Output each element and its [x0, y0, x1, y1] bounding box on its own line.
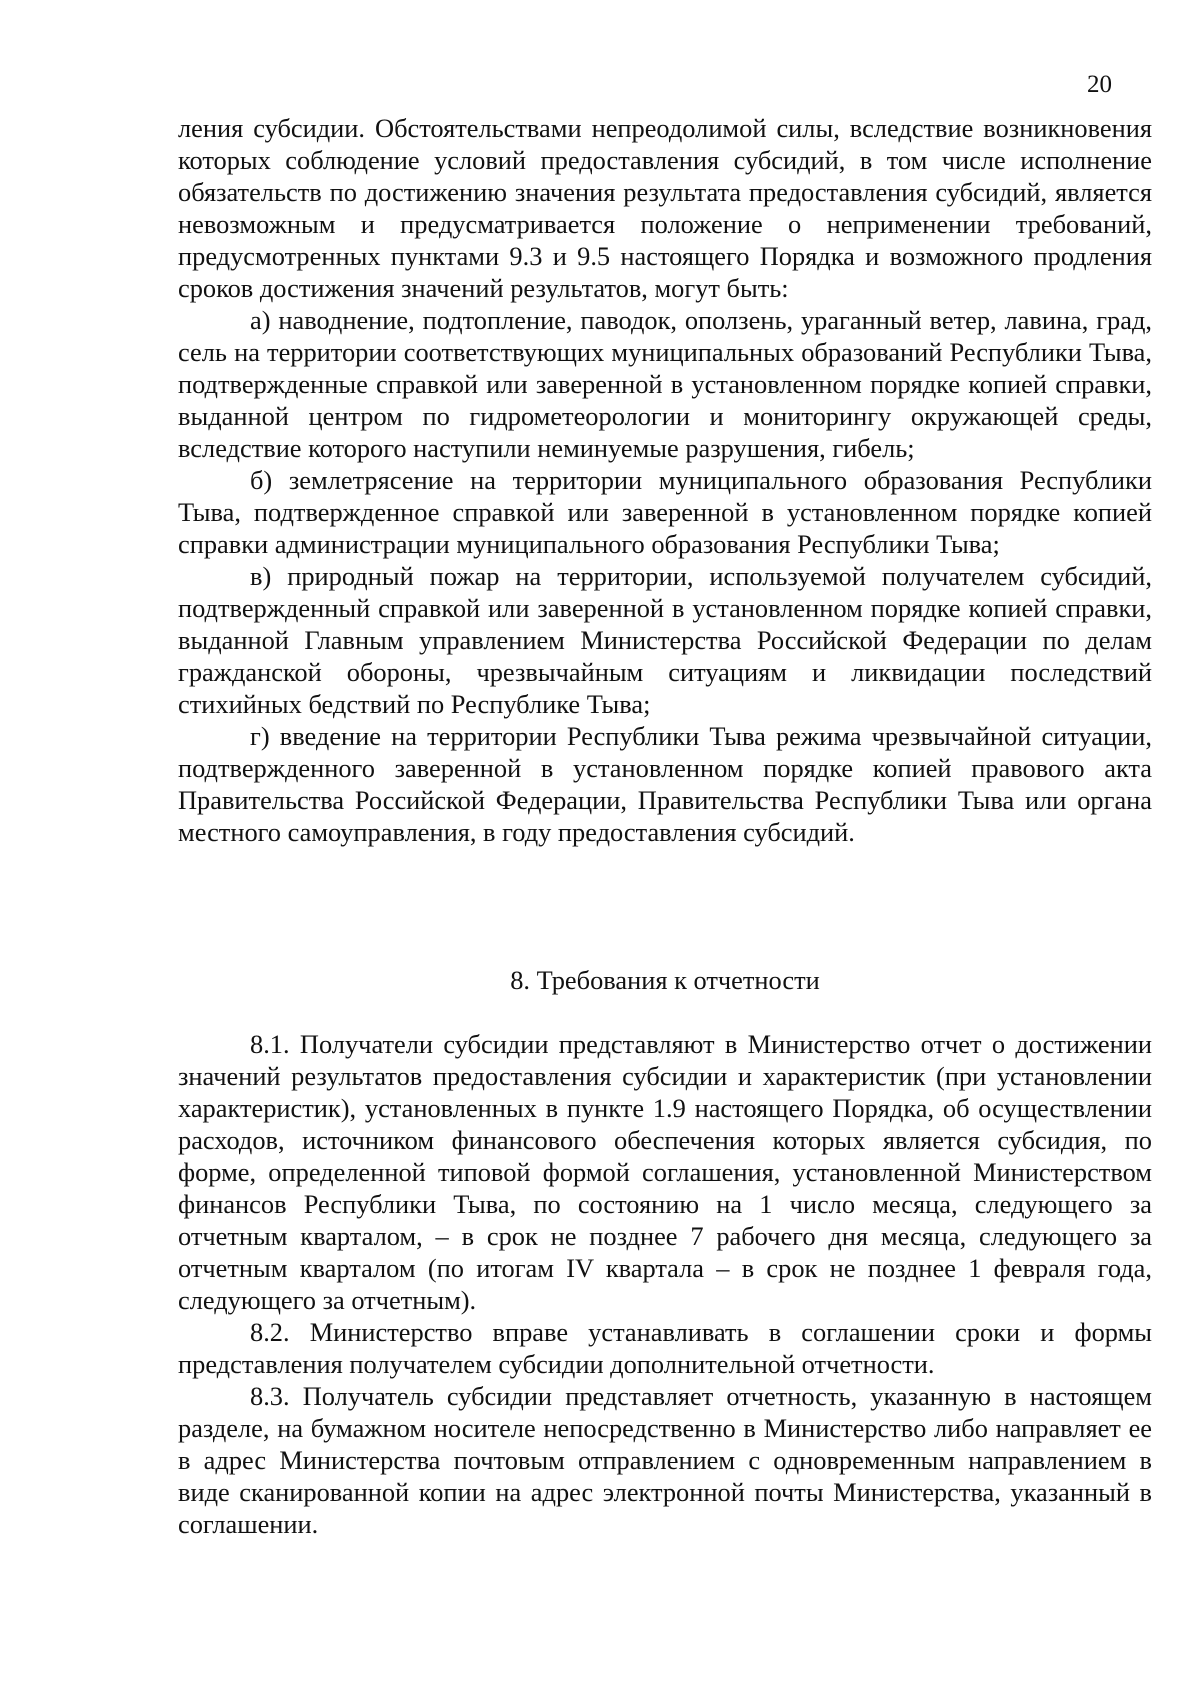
force-majeure-text: [178, 112, 1152, 848]
paragraph-continuation: ления субсидии. Обстоятельствами непреодолимой силы, вследствие возникновения которых соблюдение условий предоставления субсидий, в том числе исполнение обязательств по достижению значения результата предоставления субсидий, является невозможным и предусматривается положение о неприменении требований, предусмотренных пунктами 9.3 и 9.5 настоящего Порядка и возможного продления сроков достижения значений результатов, могут быть:: [178, 113, 1152, 303]
clause-8-3: 8.3. Получатель субсидии представляет отчетность, указанную в настоящем разделе, на бумажном носителе непосредственно в Министерство либо направляет ее в адрес Министерства почтовым отправлением с одновременным направлением в виде сканированной копии на адрес электронной почты Министерства, указанный в соглашении.: [178, 1381, 1152, 1539]
page-number: 20: [1087, 71, 1112, 98]
list-item-v: в) природный пожар на территории, используемой получателем субсидий, подтвержденный справкой или заверенной в установленном порядке копией справки, выданной Главным управлением Министерства Российской Федерации по делам гражданской обороны, чрезвычайным ситуациям и ликвидации последствий стихийных бедствий по Республике Тыва;: [178, 561, 1152, 719]
clause-8-1: 8.1. Получатели субсидии представляют в Министерство отчет о достижении значений результатов предоставления субсидии и характеристик (при установлении характеристик), установленных в пункте 1.9 настоящего Порядка, об осуществлении расходов, источником финансового обеспечения которых является субсидия, по форме, определенной типовой формой соглашения, установленной Министерством финансов Республики Тыва, по состоянию на 1 число месяца, следующего за отчетным кварталом, – в срок не позднее 7 рабочего дня месяца, следующего за отчетным кварталом (по итогам IV квартала – в срок не позднее 1 февраля года, следующего за отчетным).: [178, 1029, 1152, 1315]
section-heading: 8. Требования к отчетности: [510, 965, 820, 995]
list-item-a: а) наводнение, подтопление, паводок, оползень, ураганный ветер, лавина, град, сель на территории соответствующих муниципальных образований Республики Тыва, подтвержденные справкой или заверенной в установленном порядке копией справки, выданной центром по гидрометеорологии и мониторингу окружающей среды, вследствие которого наступили неминуемые разрушения, гибель;: [178, 305, 1152, 463]
list-item-g: г) введение на территории Республики Тыва режима чрезвычайной ситуации, подтвержденного заверенной в установленном порядке копией правового акта Правительства Российской Федерации, Правительства Республики Тыва или органа местного самоуправления, в году предоставления субсидий.: [178, 721, 1152, 847]
clause-8-2: 8.2. Министерство вправе устанавливать в соглашении сроки и формы представления получателем субсидии дополнительной отчетности.: [178, 1317, 1152, 1379]
list-item-b: б) землетрясение на территории муниципального образования Республики Тыва, подтвержденное справкой или заверенной в установленном порядке копией справки администрации муниципального образования Республики Тыва;: [178, 465, 1152, 559]
reporting-requirements-text: [178, 1028, 1152, 1540]
